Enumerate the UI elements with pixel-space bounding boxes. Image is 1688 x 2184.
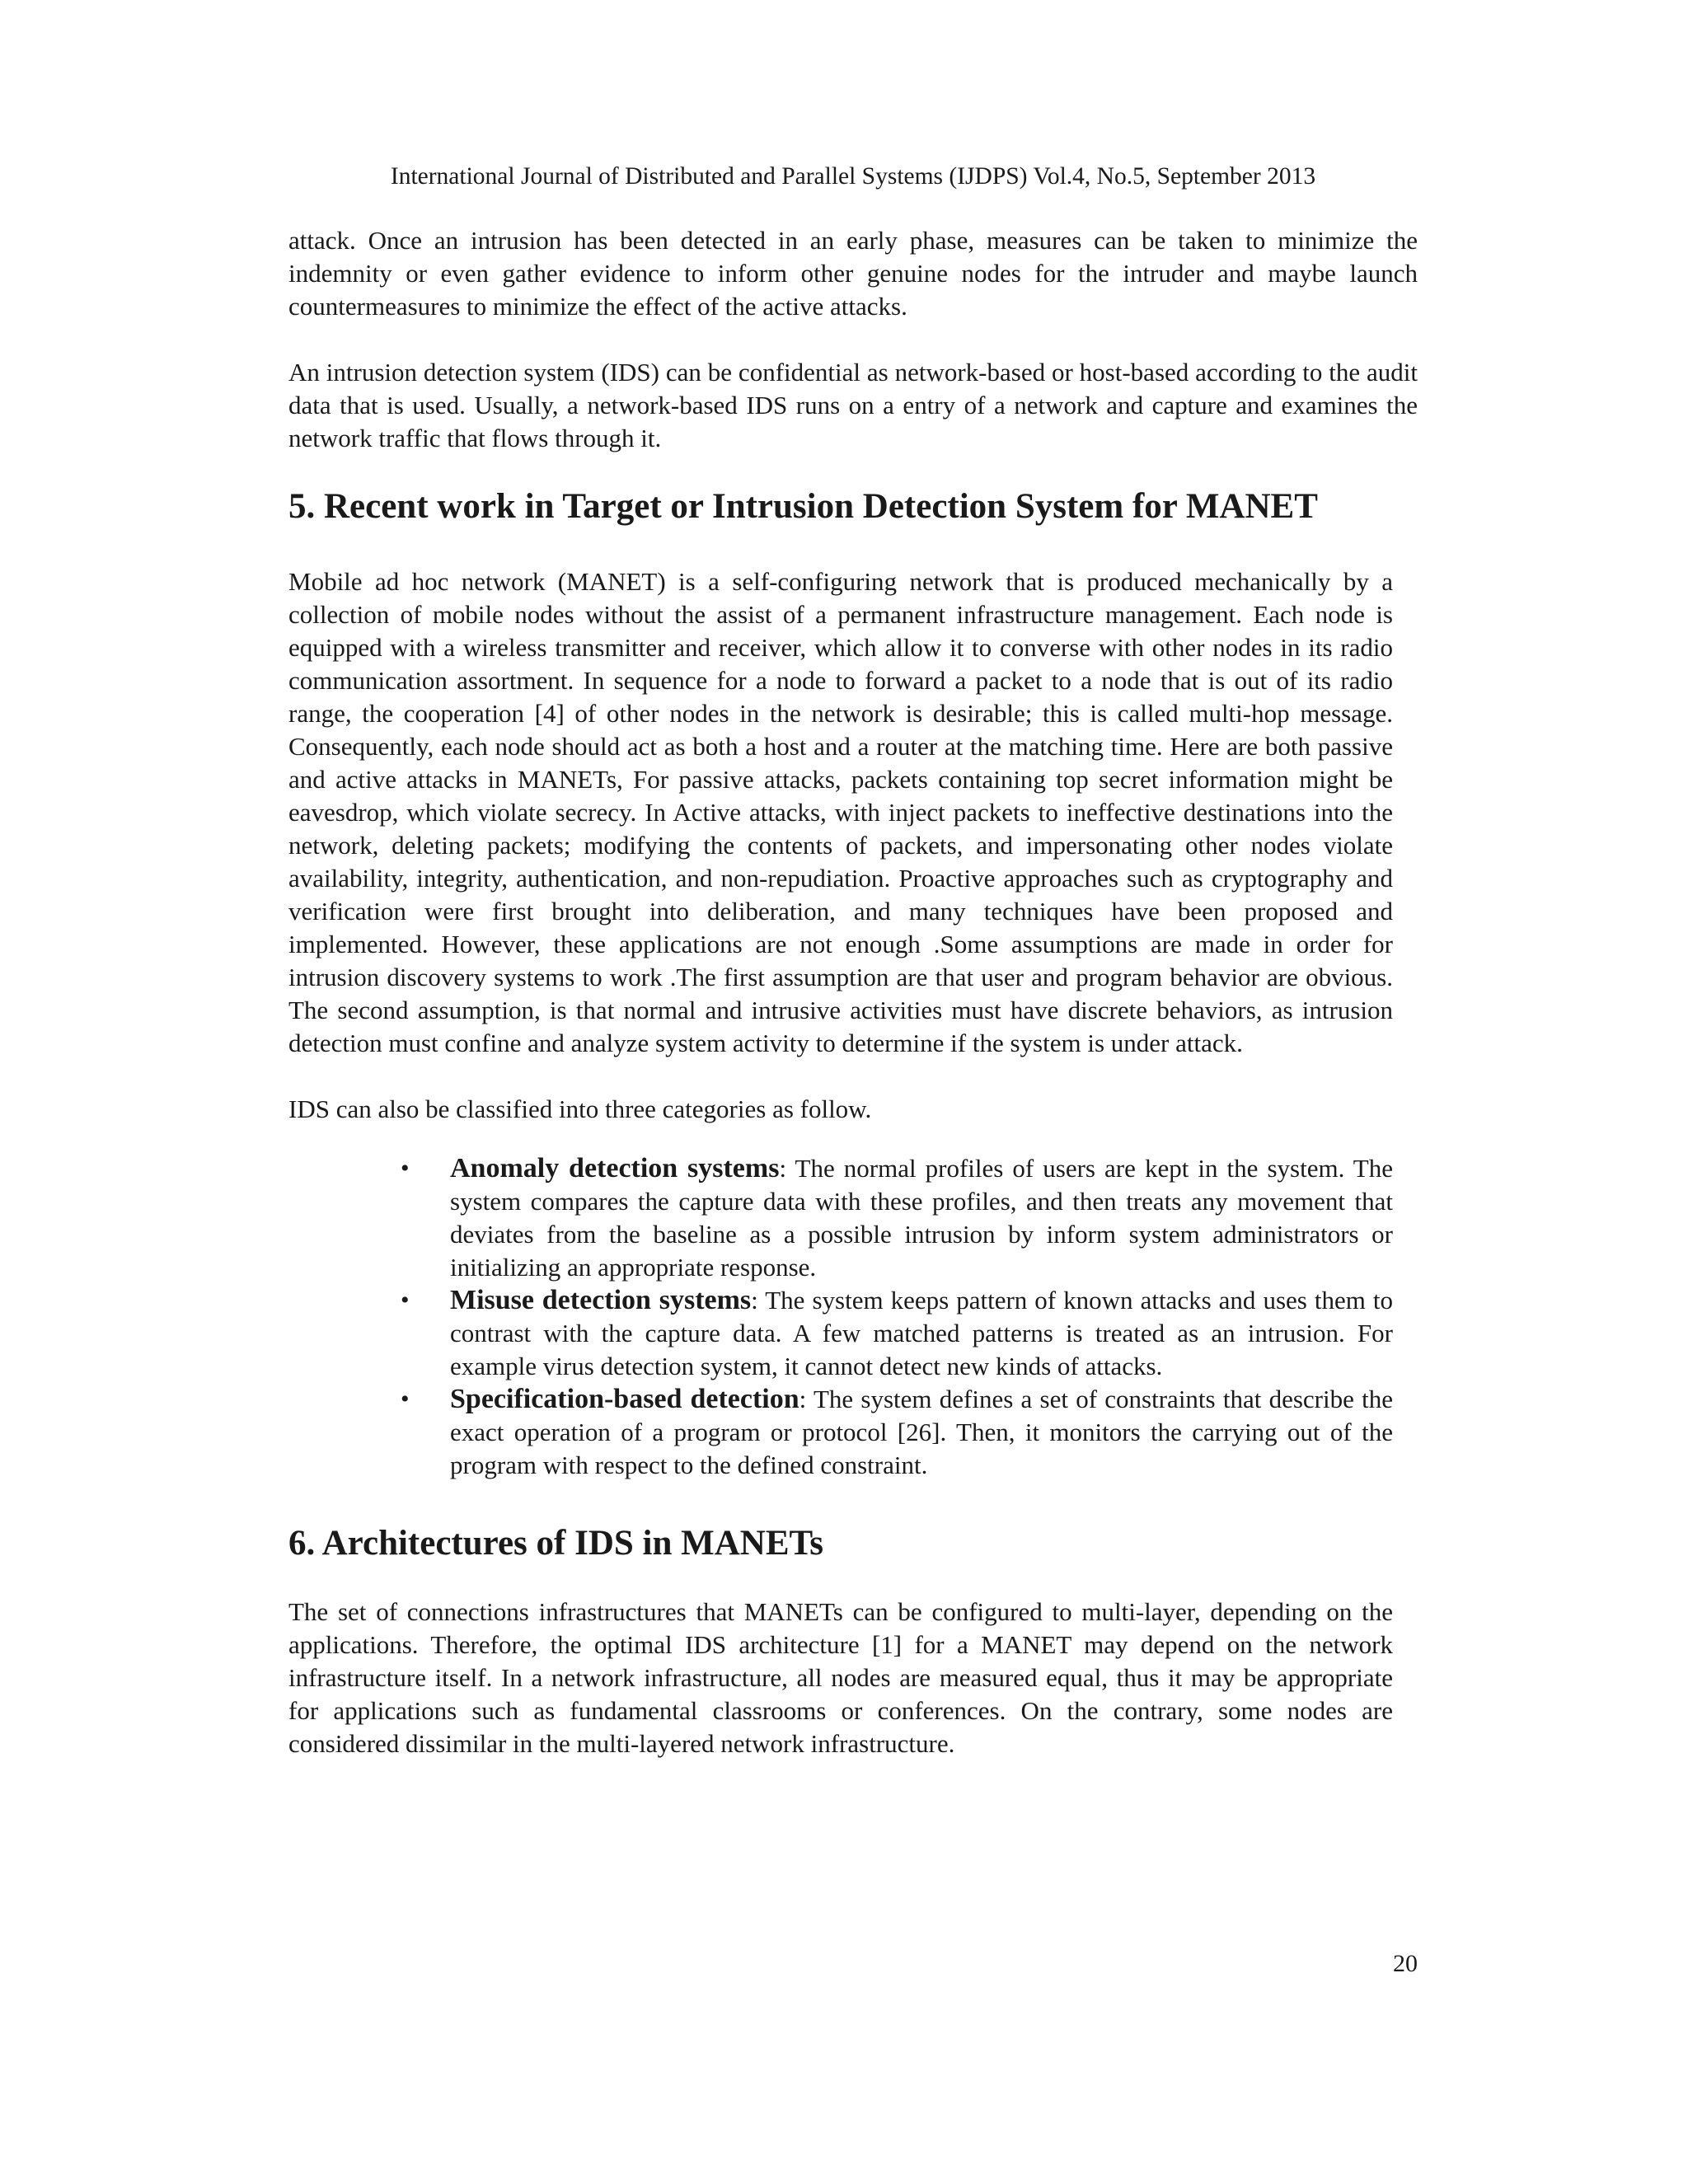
running-header: International Journal of Distributed and Parallel Systems (IJDPS) Vol.4, No.5, September 2013 <box>390 163 1316 190</box>
ids-category-list <box>288 1152 1418 1482</box>
bullet-icon: • <box>401 1155 410 1182</box>
list-item-text: : The normal profiles of users are kept in the system. The system compares the capture data with these profiles, and then treats any movement that deviates from the baseline as a possible intrusion by inform system administrators or initializing an appropriate response. <box>450 1154 1394 1282</box>
intro-paragraph-2: An intrusion detection system (IDS) can be confidential as network-based or host-based according to the audit data that is used. Usually, a network-based IDS runs on a entry of a network and capture and examines the network traffic that flows through it. <box>288 358 1418 452</box>
section-6-body <box>288 1596 1418 1760</box>
list-item-text: : The system defines a set of constraints that describe the exact operation of a program or protocol [26]. Then, it monitors the carrying out of the program with respect to the defined constraint. <box>450 1385 1393 1479</box>
list-item-anomaly-detection <box>401 1152 1394 1284</box>
bullet-icon: • <box>401 1286 410 1314</box>
page-number: 20 <box>1393 1950 1418 1977</box>
intro-paragraph-1: attack. Once an intrusion has been detected in an early phase, measures can be taken to minimize the indemnity or even gather evidence to inform other genuine nodes for the intruder and maybe launch countermeasures to minimize the effect of the active attacks. <box>288 226 1418 321</box>
list-item-term: Misuse detection systems <box>450 1285 752 1315</box>
section-6-heading: 6. Architectures of IDS in MANETs <box>288 1524 824 1563</box>
list-item-term: Specification-based detection <box>450 1384 799 1414</box>
list-item-term: Anomaly detection systems <box>450 1153 780 1183</box>
section-5-heading: 5. Recent work in Target or Intrusion Detection System for MANET <box>288 487 1318 526</box>
page-content <box>288 224 1418 1760</box>
section-5-body <box>288 565 1418 1126</box>
section-6-paragraph-1: The set of connections infrastructures that MANETs can be configured to multi-layer, depending on the applications. Therefore, the optimal IDS architecture [1] for a MANET may depend on the network infrastructure itself. In a network infrastructure, all nodes are measured equal, thus it may be appropriate for applications such as fundamental classrooms or conferences. On the contrary, some nodes are considered dissimilar in the multi-layered network infrastructure. <box>288 1597 1393 1758</box>
section-5-paragraph-1: Mobile ad hoc network (MANET) is a self-configuring network that is produced mechanically by a collection of mobile nodes without the assist of a permanent infrastructure management. Each node is equipped with a wireless transmitter and receiver, which allow it to converse with other nodes in its radio communication assortment. In sequence for a node to forward a packet to a node that is out of its radio range, the cooperation [4] of other nodes in the network is desirable; this is called multi-hop message. Consequently, each node should act as both a host and a router at the matching time. Here are both passive and active attacks in MANETs, For passive attacks, packets containing top secret information might be eavesdrop, which violate secrecy. In Active attacks, with inject packets to ineffective destinations into the network, deleting packets; modifying the contents of packets, and impersonating other nodes violate availability, integrity, authentication, and non-repudiation. Proactive approaches such as cryptography and verification were first brought into deliberation, and many techniques have been proposed and implemented. However, these applications are not enough .Some assumptions are made in order for intrusion discovery systems to work .The first assumption are that user and program behavior are obvious. The second assumption, is that normal and intrusive activities must have discrete behaviors, as intrusion detection must confine and analyze system activity to determine if the system is under attack. <box>288 567 1393 1057</box>
list-item-text: : The system keeps pattern of known attacks and uses them to contrast with the capture data. A few matched patterns is treated as an intrusion. For example virus detection system, it cannot detect new kinds of attacks. <box>450 1286 1393 1380</box>
section-5-paragraph-2: IDS can also be classified into three categories as follow. <box>288 1094 872 1123</box>
list-item-misuse-detection <box>401 1284 1393 1383</box>
bullet-icon: • <box>401 1385 410 1413</box>
list-item-specification-based-detection <box>401 1383 1393 1482</box>
